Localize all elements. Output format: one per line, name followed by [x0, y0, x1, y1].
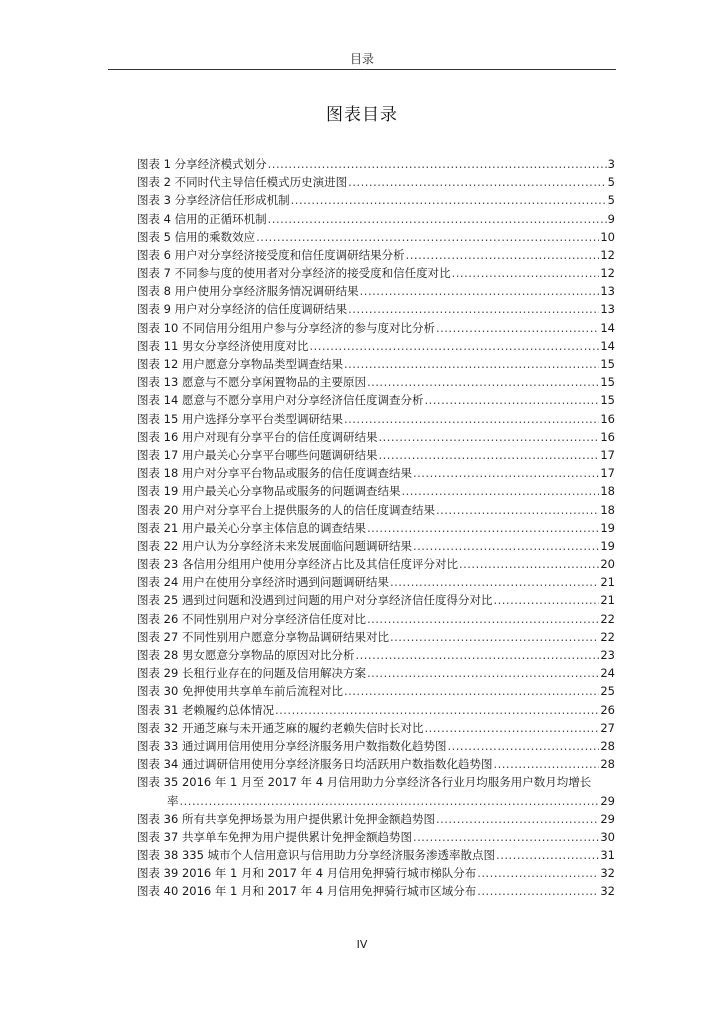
- dot-leader: [447, 737, 599, 755]
- toc-entry-title: 图表 34 通过调研信用使用分享经济服务日均活跃用户数指数化趋势图: [137, 757, 493, 772]
- toc-entry[interactable]: [137, 464, 615, 482]
- toc-entry[interactable]: [137, 555, 615, 573]
- toc-entry-page: 3: [607, 156, 615, 171]
- toc-entry-title: 图表 27 不同性别用户愿意分享物品调研结果对比: [137, 629, 389, 644]
- dot-leader: [309, 337, 599, 355]
- page-title: 图表目录: [326, 105, 398, 125]
- toc-entry-page: 12: [600, 247, 615, 262]
- toc-entry-page: 19: [600, 520, 615, 535]
- toc-entry-title: 图表 29 长租行业存在的问题及信用解决方案: [137, 666, 366, 681]
- dot-leader: [459, 555, 599, 573]
- toc-entry[interactable]: [137, 482, 615, 500]
- dot-leader: [180, 792, 600, 810]
- toc-entry-title: 图表 11 男女分享经济使用度对比: [137, 338, 309, 353]
- toc-entry-page: 23: [600, 648, 615, 663]
- toc-entry-title: 图表 35 2016 年 1 月至 2017 年 4 月信用助力分享经济各行业月均服务用户数月均增长: [137, 775, 592, 790]
- toc-entry[interactable]: [137, 210, 615, 228]
- toc-entry[interactable]: [137, 773, 615, 791]
- toc-entry-title: 图表 40 2016 年 1 月和 2017 年 4 月信用免押骑行城市区域分布: [137, 884, 477, 899]
- page-number: IV: [356, 938, 368, 951]
- toc-entry-title: 图表 37 共享单车免押为用户提供累计免押金额趋势图: [137, 829, 412, 844]
- dot-leader: [436, 319, 599, 337]
- toc-entry-page: 22: [600, 611, 615, 626]
- toc-entry-title: 图表 21 用户最关心分享主体信息的调查结果: [137, 520, 366, 535]
- dot-leader: [378, 428, 599, 446]
- toc-entry[interactable]: [137, 701, 615, 719]
- toc-entry-title: 图表 12 用户愿意分享物品类型调查结果: [137, 357, 343, 372]
- toc-entry-title: 图表 16 用户对现有分享平台的信任度调研结果: [137, 429, 378, 444]
- toc-entry-page: 28: [600, 757, 615, 772]
- toc-entry-page: 20: [600, 557, 615, 572]
- toc-entry-title: 图表 36 所有共享免押场景为用户提供累计免押金额趋势图: [137, 811, 435, 826]
- dot-leader: [268, 155, 607, 173]
- toc-entry-continuation[interactable]: [137, 792, 615, 810]
- toc-entry[interactable]: [137, 682, 615, 700]
- toc-entry-page: 21: [600, 593, 615, 608]
- toc-entry-title: 图表 20 用户对分享平台上提供服务的人的信任度调查结果: [137, 502, 435, 517]
- toc-entry-title: 图表 33 通过调用信用使用分享经济服务用户数指数化趋势图: [137, 738, 447, 753]
- dot-leader: [424, 719, 599, 737]
- toc-entry-page: 17: [600, 447, 615, 462]
- toc-entry-page: 14: [600, 338, 615, 353]
- toc-entry-page: 12: [600, 266, 615, 281]
- toc-entry[interactable]: [137, 810, 615, 828]
- toc-entry-title: 图表 39 2016 年 1 月和 2017 年 4 月信用免押骑行城市梯队分布: [137, 866, 477, 881]
- toc-entry-page: 24: [600, 666, 615, 681]
- toc-entry[interactable]: [137, 228, 615, 246]
- dot-leader: [344, 355, 599, 373]
- running-header: 目录: [349, 52, 374, 66]
- toc-entry-page: 10: [600, 229, 615, 244]
- toc-entry-page: 31: [600, 848, 615, 863]
- toc-entry-page: 30: [600, 829, 615, 844]
- toc-entry[interactable]: [137, 282, 615, 300]
- toc-entry[interactable]: [137, 537, 615, 555]
- toc-entry[interactable]: [137, 719, 615, 737]
- toc-entry-page: 13: [600, 302, 615, 317]
- toc-entry[interactable]: [137, 264, 615, 282]
- toc-entry-page: 19: [600, 538, 615, 553]
- dot-leader: [367, 664, 599, 682]
- toc-entry-title: 图表 5 信用的乘数效应: [137, 229, 256, 244]
- toc-entry-title: 图表 3 分享经济信任形成机制: [137, 193, 290, 208]
- toc-entry-title: 图表 10 不同信用分组用户参与分享经济的参与度对比分析: [137, 320, 435, 335]
- toc-entry[interactable]: [137, 373, 615, 391]
- dot-leader: [406, 246, 600, 264]
- toc-entry-page: 29: [600, 811, 615, 826]
- toc-entry-title-continued: 率: [167, 793, 179, 808]
- dot-leader: [344, 410, 599, 428]
- toc-entry-title: 图表 4 信用的正循环机制: [137, 211, 267, 226]
- toc-entry-page: 15: [600, 357, 615, 372]
- toc-entry-page: 25: [600, 684, 615, 699]
- toc-entry-title: 图表 8 用户使用分享经济服务情况调研结果: [137, 284, 359, 299]
- toc-entry[interactable]: [137, 428, 615, 446]
- dot-leader: [360, 282, 600, 300]
- toc-entry[interactable]: [137, 846, 615, 864]
- dot-leader: [390, 573, 599, 591]
- toc-entry-title: 图表 18 用户对分享平台物品或服务的信任度调查结果: [137, 466, 412, 481]
- dot-leader: [367, 610, 599, 628]
- dot-leader: [477, 882, 599, 900]
- toc-entry-page: 32: [600, 884, 615, 899]
- toc-entry-title: 图表 30 免押使用共享单车前后流程对比: [137, 684, 343, 699]
- dot-leader: [275, 701, 599, 719]
- toc-entry[interactable]: [137, 355, 615, 373]
- toc-entry[interactable]: [137, 301, 615, 319]
- toc-entry-page: 15: [600, 375, 615, 390]
- toc-entry-page: 18: [600, 484, 615, 499]
- dot-leader: [493, 755, 599, 773]
- toc-entry[interactable]: [137, 573, 615, 591]
- toc-entry[interactable]: [137, 173, 615, 191]
- dot-leader: [291, 191, 607, 209]
- toc-entry-title: 图表 19 用户最关心分享物品或服务的问题调查结果: [137, 484, 401, 499]
- dot-leader: [436, 501, 599, 519]
- toc-entry-title: 图表 38 335 城市个人信用意识与信用助力分享经济服务渗透率散点图: [137, 848, 496, 863]
- dot-leader: [452, 264, 600, 282]
- toc-entry-page: 28: [600, 738, 615, 753]
- toc-entry[interactable]: [137, 592, 615, 610]
- toc-entry-title: 图表 14 愿意与不愿分享用户对分享经济信任度调查分析: [137, 393, 424, 408]
- toc-entry-page: 26: [600, 702, 615, 717]
- toc-entry[interactable]: [137, 737, 615, 755]
- toc-entry[interactable]: [137, 391, 615, 409]
- toc-entry[interactable]: [137, 246, 615, 264]
- toc-entry[interactable]: [137, 519, 615, 537]
- dot-leader: [413, 828, 599, 846]
- dot-leader: [367, 373, 599, 391]
- dot-leader: [378, 446, 599, 464]
- toc-entry-page: 32: [600, 866, 615, 881]
- toc-entry[interactable]: [137, 446, 615, 464]
- toc-entry-page: 29: [600, 793, 615, 808]
- dot-leader: [348, 300, 599, 318]
- toc-entry-title: 图表 23 各信用分组用户使用分享经济占比及其信任度评分对比: [137, 557, 458, 572]
- dot-leader: [355, 646, 599, 664]
- toc-entry-page: 9: [607, 211, 615, 226]
- toc-entry-page: 16: [600, 411, 615, 426]
- toc-entry-title: 图表 17 用户最关心分享平台哪些问题调研结果: [137, 447, 378, 462]
- toc-entry[interactable]: [137, 610, 615, 628]
- dot-leader: [413, 537, 599, 555]
- toc-entry-page: 22: [600, 629, 615, 644]
- dot-leader: [401, 482, 599, 500]
- toc-entry[interactable]: [137, 864, 615, 882]
- toc-entry[interactable]: [137, 664, 615, 682]
- toc-entry-title: 图表 15 用户选择分享平台类型调研结果: [137, 411, 343, 426]
- toc-entry-title: 图表 28 男女愿意分享物品的原因对比分析: [137, 648, 355, 663]
- toc-entry-title: 图表 22 用户认为分享经济未来发展面临问题调研结果: [137, 538, 412, 553]
- dot-leader: [256, 228, 599, 246]
- dot-leader: [496, 846, 599, 864]
- toc-entry[interactable]: [137, 501, 615, 519]
- toc-entry-title: 图表 6 用户对分享经济接受度和信任度调研结果分析: [137, 247, 405, 262]
- toc-entry-title: 图表 25 遇到过问题和没遇到过问题的用户对分享经济信任度得分对比: [137, 593, 493, 608]
- dot-leader: [348, 173, 607, 191]
- dot-leader: [344, 682, 599, 700]
- toc-entry[interactable]: [137, 319, 615, 337]
- toc-entry-page: 14: [600, 320, 615, 335]
- toc-entry[interactable]: [137, 628, 615, 646]
- toc-entry-page: 27: [600, 720, 615, 735]
- dot-leader: [424, 391, 599, 409]
- toc-entry-title: 图表 24 用户在使用分享经济时遇到问题调研结果: [137, 575, 389, 590]
- dot-leader: [268, 210, 607, 228]
- dot-leader: [367, 519, 599, 537]
- dot-leader: [413, 464, 599, 482]
- dot-leader: [493, 591, 599, 609]
- toc-entry-page: 17: [600, 466, 615, 481]
- toc-entry-page: 21: [600, 575, 615, 590]
- toc-entry-title: 图表 1 分享经济模式划分: [137, 156, 267, 171]
- table-of-figures: [137, 155, 615, 901]
- toc-entry-page: 5: [607, 175, 615, 190]
- toc-entry[interactable]: [137, 883, 615, 901]
- toc-entry-page: 15: [600, 393, 615, 408]
- toc-entry-page: 13: [600, 284, 615, 299]
- toc-entry[interactable]: [137, 410, 615, 428]
- toc-entry-title: 图表 7 不同参与度的使用者对分享经济的接受度和信任度对比: [137, 266, 451, 281]
- toc-entry-page: 16: [600, 429, 615, 444]
- toc-entry[interactable]: [137, 755, 615, 773]
- toc-entry[interactable]: [137, 646, 615, 664]
- dot-leader: [390, 628, 599, 646]
- toc-entry[interactable]: [137, 337, 615, 355]
- toc-entry-title: 图表 2 不同时代主导信任模式历史演进图: [137, 175, 348, 190]
- toc-entry-title: 图表 31 老赖履约总体情况: [137, 702, 274, 717]
- dot-leader: [477, 864, 599, 882]
- dot-leader: [436, 810, 599, 828]
- toc-entry[interactable]: [137, 155, 615, 173]
- toc-entry-title: 图表 26 不同性别用户对分享经济信任度对比: [137, 611, 366, 626]
- toc-entry-title: 图表 9 用户对分享经济的信任度调研结果: [137, 302, 348, 317]
- toc-entry-title: 图表 32 开通芝麻与未开通芝麻的履约老赖失信时长对比: [137, 720, 424, 735]
- toc-entry[interactable]: [137, 828, 615, 846]
- toc-entry-page: 5: [607, 193, 615, 208]
- toc-entry[interactable]: [137, 191, 615, 209]
- header-divider: [108, 69, 616, 70]
- toc-entry-title: 图表 13 愿意与不愿分享闲置物品的主要原因: [137, 375, 366, 390]
- toc-entry-page: 18: [600, 502, 615, 517]
